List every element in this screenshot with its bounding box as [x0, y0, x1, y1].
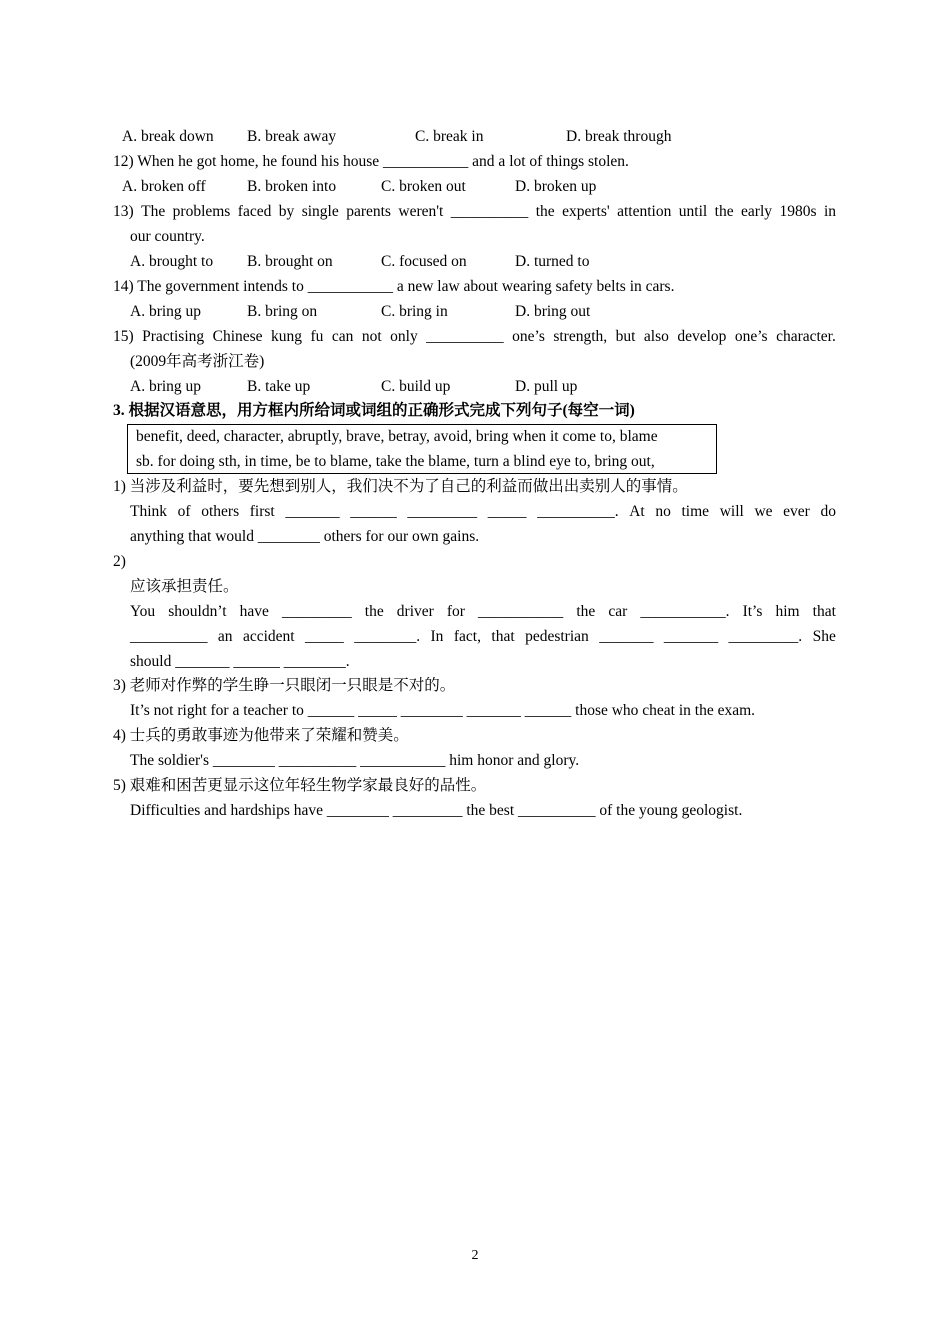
q14-option-d: D. bring out — [515, 303, 591, 320]
word: fact, — [453, 628, 481, 645]
blank: __________ — [426, 328, 504, 345]
q11-option-d: D. break through — [566, 128, 672, 145]
blank: _______ — [663, 628, 719, 645]
blank: ______ — [350, 503, 397, 520]
word: Chinese — [212, 328, 263, 345]
q15-option-a: A. bring up — [130, 378, 202, 395]
q13-option-a: A. brought to — [130, 253, 214, 270]
q13-option-c: C. focused on — [381, 253, 467, 270]
word: accident — [242, 628, 295, 645]
q15-option-b: B. take up — [247, 378, 311, 395]
word: weren't — [398, 203, 444, 220]
word: one’s — [512, 328, 545, 345]
q13-option-d: D. turned to — [515, 253, 590, 270]
word: others — [201, 503, 240, 520]
word: in — [823, 203, 836, 220]
word-bank-line1: benefit, deed, character, abruptly, brave, betray, avoid, bring when it come to, blame — [136, 428, 658, 445]
q14-stem: 14) The government intends to ___________ a new law about wearing safety belts in cars. — [113, 278, 675, 295]
word: the — [576, 603, 596, 620]
blank: __________ — [450, 203, 529, 220]
word: that — [491, 628, 515, 645]
page-number: 2 — [471, 1248, 479, 1263]
s3-chinese: 3) 老师对作弊的学生睁一只眼闭一只眼是不对的。 — [113, 677, 456, 694]
blank: _________ — [407, 503, 478, 520]
q12-option-a: A. broken off — [122, 178, 206, 195]
word: until — [678, 203, 708, 220]
blank: ___________. — [640, 603, 730, 620]
s5-english: Difficulties and hardships have ________ _________ the best __________ of the young geologist. — [130, 802, 743, 819]
word: 1980s — [779, 203, 817, 220]
s1-english-line1 — [130, 502, 836, 522]
q15-option-c: C. build up — [381, 378, 451, 395]
blank: _______ — [285, 503, 340, 520]
q14-option-a: A. bring up — [130, 303, 202, 320]
word: will — [719, 503, 744, 520]
word: You — [130, 603, 156, 620]
word: The — [141, 203, 166, 220]
blank: __________. — [537, 503, 619, 520]
word: attention — [617, 203, 672, 220]
word: can — [331, 328, 354, 345]
word: shouldn’t — [168, 603, 227, 620]
word: experts' — [562, 203, 610, 220]
word: develop — [677, 328, 727, 345]
word: him — [775, 603, 800, 620]
blank: _________. — [728, 628, 803, 645]
word: 15) — [113, 328, 134, 345]
q11-option-b: B. break away — [247, 128, 337, 145]
word: an — [217, 628, 233, 645]
q12-option-d: D. broken up — [515, 178, 597, 195]
word: Think — [130, 503, 168, 520]
s1-chinese: 1) 当涉及利益时，要先想到别人，我们决不为了自己的利益而做出出卖别人的事情。 — [113, 478, 688, 495]
blank: _________ — [281, 603, 352, 620]
word: the — [714, 203, 734, 220]
q14-option-b: B. bring on — [247, 303, 318, 320]
word: not — [361, 328, 382, 345]
word: first — [249, 503, 275, 520]
q11-option-c: C. break in — [415, 128, 484, 145]
word: of — [177, 503, 191, 520]
s2-english-line2 — [130, 627, 836, 647]
word: faced — [237, 203, 272, 220]
word: have — [239, 603, 269, 620]
word: strength, — [553, 328, 608, 345]
s1-english-line2: anything that would ________ others for our own gains. — [130, 528, 480, 545]
q13-stem-line2: our country. — [130, 228, 205, 245]
word: kung — [271, 328, 303, 345]
s2-english-line1 — [130, 602, 836, 622]
word: the — [364, 603, 384, 620]
word: ever — [783, 503, 810, 520]
word: by — [278, 203, 295, 220]
blank: _____ — [487, 503, 527, 520]
s5-chinese: 5) 艰难和困苦更显示这位年轻生物学家最良好的品性。 — [113, 777, 487, 794]
word: parents — [346, 203, 391, 220]
word: for — [446, 603, 465, 620]
section-3-title: 3. 根据汉语意思，用方框内所给词或词组的正确形式完成下列句子(每空一词) — [113, 402, 635, 419]
word: 13) — [113, 203, 134, 220]
q14-option-c: C. bring in — [381, 303, 448, 320]
s2-chinese-line2: 应该承担责任。 — [130, 578, 239, 595]
word: the — [535, 203, 555, 220]
s2-chinese-line1: 2) — [113, 553, 126, 570]
q12-option-c: C. broken out — [381, 178, 466, 195]
word: that — [812, 603, 836, 620]
q15-stem-line2: (2009年高考浙江卷) — [130, 353, 265, 370]
blank: _____ — [305, 628, 344, 645]
word: It’s — [742, 603, 763, 620]
word: fu — [310, 328, 324, 345]
q12-option-b: B. broken into — [247, 178, 337, 195]
word: character. — [776, 328, 836, 345]
word: only — [390, 328, 418, 345]
q13-option-b: B. brought on — [247, 253, 333, 270]
word: one’s — [734, 328, 768, 345]
word: pedestrian — [525, 628, 589, 645]
s2-english-line3: should _______ ______ ________. — [130, 653, 350, 670]
blank: ________. — [354, 628, 421, 645]
word: also — [643, 328, 669, 345]
q15-stem-line1 — [113, 327, 836, 347]
blank: _______ — [599, 628, 654, 645]
s4-chinese: 4) 士兵的勇敢事迹为他带来了荣耀和赞美。 — [113, 727, 409, 744]
word: In — [430, 628, 444, 645]
word: but — [615, 328, 636, 345]
blank: __________ — [130, 628, 208, 645]
word: no — [655, 503, 671, 520]
q11-option-a: A. break down — [122, 128, 214, 145]
word: time — [681, 503, 710, 520]
word: early — [741, 203, 773, 220]
word: problems — [172, 203, 231, 220]
blank: ___________ — [478, 603, 564, 620]
word: we — [754, 503, 773, 520]
q13-stem-line1 — [113, 202, 836, 222]
s4-english: The soldier's ________ __________ ___________ him honor and glory. — [130, 752, 580, 769]
word: single — [301, 203, 339, 220]
word-bank-line2: sb. for doing sth, in time, be to blame, take the blame, turn a blind eye to, bring out, — [136, 453, 655, 470]
s3-english: It’s not right for a teacher to ______ _____ ________ _______ ______ those who cheat in the exam. — [130, 702, 756, 719]
word: At — [629, 503, 645, 520]
word: driver — [396, 603, 434, 620]
q15-option-d: D. pull up — [515, 378, 578, 395]
word: She — [812, 628, 836, 645]
word: do — [820, 503, 836, 520]
word: car — [608, 603, 628, 620]
word: Practising — [142, 328, 205, 345]
q12-stem: 12) When he got home, he found his house ___________ and a lot of things stolen. — [113, 153, 629, 170]
